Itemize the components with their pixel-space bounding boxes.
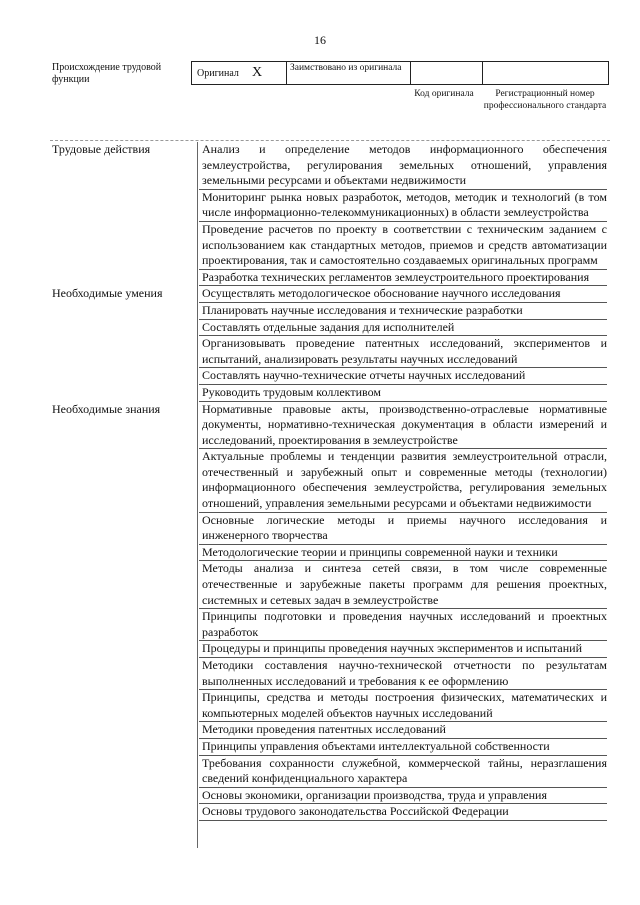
- row-knowledge: Требования сохранности служебной, коммерческой тайны, неразглашения сведений конфиденциального характера: [199, 756, 607, 788]
- row-skills: Составлять отдельные задания для исполнителей: [199, 320, 607, 337]
- section-label-skills: Необходимые умения: [52, 286, 163, 300]
- page-number: 16: [314, 33, 326, 47]
- row-knowledge: Нормативные правовые акты, производственно-отраслевые нормативные документы, нормативно-техническая документация в области измерений и исследований, проектирования в землеустройстве: [199, 402, 607, 450]
- origin-label: Происхождение трудовой функции: [52, 62, 162, 85]
- row-knowledge: Методы анализа и синтеза сетей связи, в том числе современные отечественные и зарубежные пакеты программ для решения проектных, системных и сетевых задач в землеустройстве: [199, 561, 607, 609]
- code-caption: Код оригинала: [414, 89, 474, 99]
- section-label-knowledge: Необходимые знания: [52, 402, 161, 416]
- original-cell: [192, 62, 287, 84]
- origin-table: [191, 61, 609, 85]
- row-knowledge: Принципы, средства и методы построения физических, математических и компьютерных моделей объектов научных исследований: [199, 690, 607, 722]
- row-actions: Разработка технических регламентов землеустроительного проектирования: [199, 270, 607, 287]
- row-knowledge: Методологические теории и принципы современной науки и техники: [199, 545, 607, 562]
- row-skills: Руководить трудовым коллективом: [199, 385, 607, 402]
- row-knowledge: Принципы управления объектами интеллектуальной собственности: [199, 739, 607, 756]
- row-knowledge: Методики проведения патентных исследований: [199, 722, 607, 739]
- original-label: Оригинал: [197, 68, 239, 79]
- row-actions: Проведение расчетов по проекту в соответствии с техническим заданием с использованием как стандартных методов, приемов и средств автоматизации проектирования, так и самостоятельно создаваемых оригинальных программ: [199, 222, 607, 270]
- code-cell: [410, 62, 483, 84]
- row-skills: Осуществлять методологическое обоснование научного исследования: [199, 286, 607, 303]
- row-skills: Организовывать проведение патентных исследований, экспериментов и испытаний, анализировать результаты научных исследований: [199, 336, 607, 368]
- row-knowledge: Основы трудового законодательства Российской Федерации: [199, 804, 607, 821]
- row-knowledge: Основные логические методы и приемы научного исследования и инженерного творчества: [199, 513, 607, 545]
- table-top-line: [50, 140, 610, 141]
- row-knowledge: Методики составления научно-технической отчетности по результатам выполненных исследований и требования к ее оформлению: [199, 658, 607, 690]
- row-knowledge: Процедуры и принципы проведения научных экспериментов и испытаний: [199, 641, 607, 658]
- borrowed-label: Заимствовано из оригинала: [290, 63, 402, 73]
- row-knowledge: Актуальные проблемы и тенденции развития землеустроительной отрасли, отечественный и зарубежный опыт и современные методы (технологии) информационного обеспечения землеустройства, регулирования земельных отношений, управления земельными ресурсами и объектами недвижимости: [199, 449, 607, 512]
- functions-table: [199, 142, 607, 821]
- row-skills: Планировать научные исследования и технические разработки: [199, 303, 607, 320]
- row-actions: Мониторинг рынка новых разработок, методов, методик и технологий (в том числе информационно-телекоммуникационных) в области землеустройства: [199, 190, 607, 222]
- row-actions: Анализ и определение методов информационного обеспечения землеустройства, регулирования земельных отношений, управления земельными ресурсами и объектами недвижимости: [199, 142, 607, 190]
- reg-number-caption: Регистрационный номер профессионального стандарта: [483, 89, 607, 111]
- original-mark: X: [252, 65, 263, 80]
- borrowed-cell: [286, 62, 411, 84]
- section-label-actions: Трудовые действия: [52, 142, 151, 156]
- column-divider: [197, 142, 198, 848]
- row-knowledge: Основы экономики, организации производства, труда и управления: [199, 788, 607, 805]
- row-skills: Составлять научно-технические отчеты научных исследований: [199, 368, 607, 385]
- row-knowledge: Принципы подготовки и проведения научных исследований и проектных разработок: [199, 609, 607, 641]
